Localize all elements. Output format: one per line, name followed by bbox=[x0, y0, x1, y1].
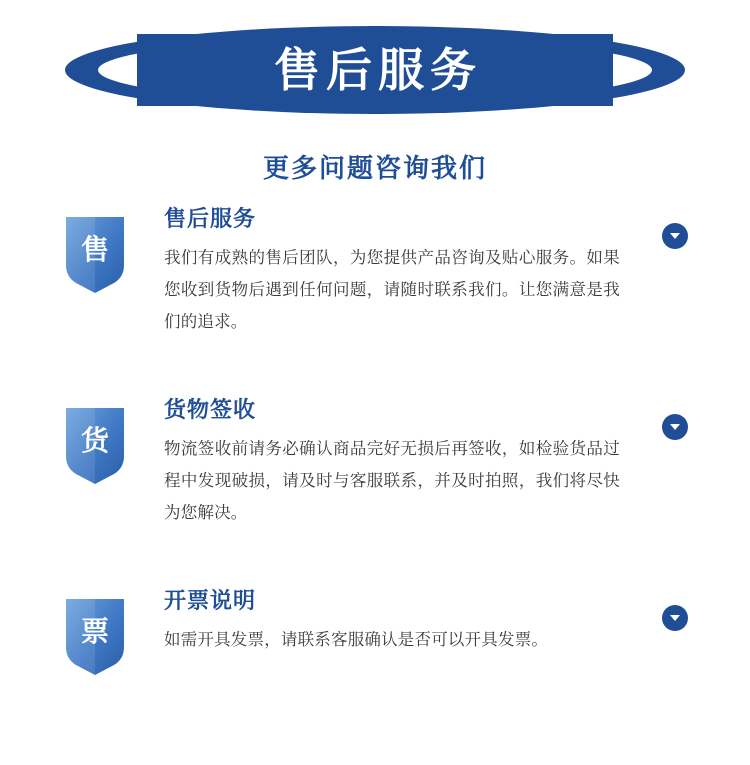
chevron-down-icon[interactable] bbox=[662, 414, 688, 440]
faq-title: 售后服务 bbox=[164, 206, 257, 231]
page-title: 售后服务 bbox=[274, 44, 482, 96]
chevron-down-icon[interactable] bbox=[662, 223, 688, 249]
faq-title: 货物签收 bbox=[164, 397, 257, 423]
faq-title: 开票说明 bbox=[164, 588, 257, 614]
faq-text: 我们有成熟的售后团队，为您提供产品咨询及贴心服务。如果您收到货物后遇到任何问题，请随时联系我们。让您满意是我们的追求。 bbox=[164, 248, 620, 331]
faq-item[interactable] bbox=[0, 587, 750, 707]
faq-item[interactable] bbox=[0, 205, 750, 338]
header-banner bbox=[0, 0, 750, 140]
faq-text: 物流签收前请务必确认商品完好无损后再签收，如检验货品过程中发现破损，请及时与客服联系，并及时拍照，我们将尽快为您解决。 bbox=[164, 439, 620, 523]
badge-character: 票 bbox=[80, 616, 109, 648]
faq-section-list bbox=[0, 205, 750, 765]
shield-badge-icon bbox=[62, 211, 128, 295]
faq-item[interactable] bbox=[0, 396, 750, 529]
badge-character: 售 bbox=[80, 234, 109, 265]
page-subtitle: 更多问题咨询我们 bbox=[262, 153, 487, 183]
badge-character: 货 bbox=[80, 425, 109, 457]
shield-badge-icon bbox=[62, 593, 128, 677]
shield-badge-icon bbox=[62, 402, 128, 486]
faq-text: 如需开具发票，请联系客服确认是否可以开具发票。 bbox=[164, 630, 549, 649]
